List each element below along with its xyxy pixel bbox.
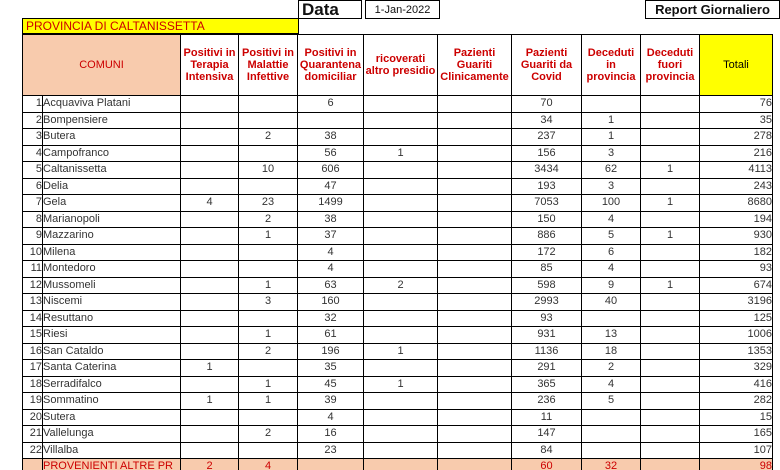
row-number[interactable]: 17 bbox=[23, 360, 43, 377]
cell-deceduti-fuori[interactable] bbox=[641, 244, 700, 261]
cell-deceduti-provincia[interactable]: 6 bbox=[582, 244, 641, 261]
cell-terapia-intensiva[interactable]: 1 bbox=[181, 393, 239, 410]
cell-deceduti-provincia[interactable]: 3 bbox=[582, 178, 641, 195]
comune-name[interactable]: Butera bbox=[43, 129, 181, 146]
cell-deceduti-provincia[interactable] bbox=[582, 409, 641, 426]
cell-terapia-intensiva[interactable]: 2 bbox=[181, 459, 239, 470]
cell-quarantena[interactable]: 56 bbox=[298, 145, 364, 162]
cell-deceduti-fuori[interactable] bbox=[641, 442, 700, 459]
cell-altro-presidio[interactable]: 2 bbox=[364, 277, 438, 294]
cell-quarantena[interactable]: 37 bbox=[298, 228, 364, 245]
summary-row bbox=[23, 459, 773, 470]
cell-deceduti-provincia[interactable]: 32 bbox=[582, 459, 641, 470]
table-row bbox=[23, 327, 773, 344]
cell-malattie-infettive[interactable] bbox=[239, 442, 298, 459]
table-row bbox=[23, 277, 773, 294]
comune-name[interactable]: Vallelunga bbox=[43, 426, 181, 443]
cell-malattie-infettive[interactable] bbox=[239, 409, 298, 426]
comune-name[interactable]: Montedoro bbox=[43, 261, 181, 278]
cell-guariti-clinicamente[interactable] bbox=[438, 459, 512, 470]
cell-malattie-infettive[interactable]: 2 bbox=[239, 426, 298, 443]
cell-deceduti-fuori[interactable] bbox=[641, 360, 700, 377]
table-row bbox=[23, 376, 773, 393]
cell-guariti-covid[interactable]: 85 bbox=[512, 261, 582, 278]
cell-malattie-infettive[interactable]: 1 bbox=[239, 376, 298, 393]
cell-terapia-intensiva[interactable]: 4 bbox=[181, 195, 239, 212]
cell-deceduti-provincia[interactable] bbox=[582, 96, 641, 113]
covid-table bbox=[22, 34, 773, 470]
cell-altro-presidio[interactable] bbox=[364, 228, 438, 245]
cell-deceduti-fuori[interactable] bbox=[641, 211, 700, 228]
col-header-altro-presidio[interactable]: ricoverati altro presidio bbox=[364, 35, 438, 96]
cell-altro-presidio[interactable] bbox=[364, 426, 438, 443]
cell-terapia-intensiva[interactable] bbox=[181, 343, 239, 360]
cell-terapia-intensiva[interactable] bbox=[181, 178, 239, 195]
cell-guariti-clinicamente[interactable] bbox=[438, 393, 512, 410]
cell-quarantena[interactable]: 1499 bbox=[298, 195, 364, 212]
table-row bbox=[23, 426, 773, 443]
cell-altro-presidio[interactable]: 1 bbox=[364, 376, 438, 393]
cell-altro-presidio[interactable] bbox=[364, 310, 438, 327]
cell-malattie-infettive[interactable] bbox=[239, 310, 298, 327]
col-header-terapia-intensiva[interactable]: Positivi in Terapia Intensiva bbox=[181, 35, 239, 96]
cell-guariti-covid[interactable]: 84 bbox=[512, 442, 582, 459]
cell-altro-presidio[interactable] bbox=[364, 211, 438, 228]
cell-totali[interactable]: 98 bbox=[700, 459, 773, 470]
cell-deceduti-provincia[interactable]: 18 bbox=[582, 343, 641, 360]
table-row bbox=[23, 96, 773, 113]
cell-totali[interactable]: 216 bbox=[700, 145, 773, 162]
cell-quarantena[interactable]: 35 bbox=[298, 360, 364, 377]
comune-name[interactable]: Bompensiere bbox=[43, 112, 181, 129]
row-number[interactable]: 1 bbox=[23, 96, 43, 113]
cell-deceduti-provincia[interactable] bbox=[582, 442, 641, 459]
cell-deceduti-fuori[interactable] bbox=[641, 294, 700, 311]
cell-deceduti-fuori[interactable]: 1 bbox=[641, 162, 700, 179]
cell-altro-presidio[interactable] bbox=[364, 244, 438, 261]
cell-quarantena[interactable]: 4 bbox=[298, 409, 364, 426]
cell-guariti-covid[interactable]: 70 bbox=[512, 96, 582, 113]
cell-quarantena[interactable]: 4 bbox=[298, 261, 364, 278]
cell-guariti-covid[interactable]: 60 bbox=[512, 459, 582, 470]
cell-malattie-infettive[interactable] bbox=[239, 244, 298, 261]
cell-totali[interactable]: 4113 bbox=[700, 162, 773, 179]
cell-malattie-infettive[interactable]: 2 bbox=[239, 343, 298, 360]
table-row bbox=[23, 360, 773, 377]
table-row bbox=[23, 228, 773, 245]
cell-terapia-intensiva[interactable] bbox=[181, 162, 239, 179]
cell-quarantena[interactable] bbox=[298, 459, 364, 470]
table-row bbox=[23, 310, 773, 327]
cell-guariti-covid[interactable]: 291 bbox=[512, 360, 582, 377]
cell-guariti-covid[interactable]: 2993 bbox=[512, 294, 582, 311]
cell-altro-presidio[interactable] bbox=[364, 294, 438, 311]
cell-quarantena[interactable]: 4 bbox=[298, 244, 364, 261]
col-header-deceduti-provincia[interactable]: Deceduti in provincia bbox=[582, 35, 641, 96]
cell-totali[interactable]: 76 bbox=[700, 96, 773, 113]
cell-quarantena[interactable] bbox=[298, 112, 364, 129]
cell-guariti-covid[interactable]: 237 bbox=[512, 129, 582, 146]
cell-guariti-clinicamente[interactable] bbox=[438, 277, 512, 294]
cell-deceduti-fuori[interactable] bbox=[641, 129, 700, 146]
cell-guariti-clinicamente[interactable] bbox=[438, 261, 512, 278]
cell-guariti-covid[interactable]: 236 bbox=[512, 393, 582, 410]
province-title: PROVINCIA DI CALTANISSETTA bbox=[22, 18, 299, 34]
cell-deceduti-fuori[interactable]: 1 bbox=[641, 277, 700, 294]
cell-guariti-covid[interactable]: 147 bbox=[512, 426, 582, 443]
cell-totali[interactable]: 107 bbox=[700, 442, 773, 459]
table-row bbox=[23, 442, 773, 459]
cell-deceduti-fuori[interactable] bbox=[641, 343, 700, 360]
row-number[interactable]: 3 bbox=[23, 129, 43, 146]
cell-deceduti-fuori[interactable] bbox=[641, 426, 700, 443]
cell-quarantena[interactable]: 39 bbox=[298, 393, 364, 410]
cell-guariti-clinicamente[interactable] bbox=[438, 211, 512, 228]
cell-terapia-intensiva[interactable] bbox=[181, 442, 239, 459]
date-value[interactable]: 1-Jan-2022 bbox=[365, 0, 440, 19]
cell-totali[interactable]: 1006 bbox=[700, 327, 773, 344]
row-number[interactable]: 8 bbox=[23, 211, 43, 228]
report-title: Report Giornaliero bbox=[645, 0, 780, 19]
cell-guariti-clinicamente[interactable] bbox=[438, 112, 512, 129]
comune-name[interactable]: Mazzarino bbox=[43, 228, 181, 245]
cell-deceduti-fuori[interactable] bbox=[641, 261, 700, 278]
row-number[interactable]: 20 bbox=[23, 409, 43, 426]
cell-quarantena[interactable]: 6 bbox=[298, 96, 364, 113]
table-row bbox=[23, 343, 773, 360]
cell-malattie-infettive[interactable]: 23 bbox=[239, 195, 298, 212]
cell-guariti-clinicamente[interactable] bbox=[438, 310, 512, 327]
cell-guariti-clinicamente[interactable] bbox=[438, 360, 512, 377]
comune-name[interactable]: Niscemi bbox=[43, 294, 181, 311]
cell-guariti-clinicamente[interactable] bbox=[438, 129, 512, 146]
cell-guariti-clinicamente[interactable] bbox=[438, 162, 512, 179]
cell-malattie-infettive[interactable] bbox=[239, 178, 298, 195]
cell-terapia-intensiva[interactable] bbox=[181, 294, 239, 311]
cell-malattie-infettive[interactable]: 1 bbox=[239, 228, 298, 245]
cell-terapia-intensiva[interactable] bbox=[181, 96, 239, 113]
cell-guariti-covid[interactable]: 365 bbox=[512, 376, 582, 393]
cell-deceduti-provincia[interactable]: 9 bbox=[582, 277, 641, 294]
cell-quarantena[interactable]: 16 bbox=[298, 426, 364, 443]
cell-totali[interactable]: 243 bbox=[700, 178, 773, 195]
row-number[interactable]: 16 bbox=[23, 343, 43, 360]
cell-guariti-clinicamente[interactable] bbox=[438, 409, 512, 426]
cell-guariti-clinicamente[interactable] bbox=[438, 327, 512, 344]
cell-deceduti-provincia[interactable]: 100 bbox=[582, 195, 641, 212]
row-number[interactable]: 21 bbox=[23, 426, 43, 443]
cell-deceduti-fuori[interactable]: 1 bbox=[641, 195, 700, 212]
cell-terapia-intensiva[interactable] bbox=[181, 409, 239, 426]
cell-guariti-clinicamente[interactable] bbox=[438, 228, 512, 245]
cell-deceduti-provincia[interactable]: 62 bbox=[582, 162, 641, 179]
cell-totali[interactable]: 15 bbox=[700, 409, 773, 426]
cell-deceduti-provincia[interactable]: 13 bbox=[582, 327, 641, 344]
cell-terapia-intensiva[interactable]: 1 bbox=[181, 360, 239, 377]
cell-terapia-intensiva[interactable] bbox=[181, 211, 239, 228]
col-header-malattie-infettive[interactable]: Positivi in Malattie Infettive bbox=[239, 35, 298, 96]
cell-terapia-intensiva[interactable] bbox=[181, 129, 239, 146]
cell-deceduti-fuori[interactable] bbox=[641, 459, 700, 470]
cell-terapia-intensiva[interactable] bbox=[181, 426, 239, 443]
cell-guariti-clinicamente[interactable] bbox=[438, 178, 512, 195]
cell-altro-presidio[interactable]: 1 bbox=[364, 145, 438, 162]
table-row bbox=[23, 195, 773, 212]
cell-deceduti-provincia[interactable]: 2 bbox=[582, 360, 641, 377]
cell-deceduti-fuori[interactable] bbox=[641, 327, 700, 344]
cell-guariti-clinicamente[interactable] bbox=[438, 195, 512, 212]
cell-terapia-intensiva[interactable] bbox=[181, 261, 239, 278]
cell-quarantena[interactable]: 196 bbox=[298, 343, 364, 360]
cell-deceduti-fuori[interactable] bbox=[641, 393, 700, 410]
table-row bbox=[23, 409, 773, 426]
cell-altro-presidio[interactable] bbox=[364, 129, 438, 146]
cell-terapia-intensiva[interactable] bbox=[181, 277, 239, 294]
cell-malattie-infettive[interactable]: 1 bbox=[239, 393, 298, 410]
table-row bbox=[23, 244, 773, 261]
row-number[interactable]: 10 bbox=[23, 244, 43, 261]
comune-name[interactable]: Marianopoli bbox=[43, 211, 181, 228]
row-number[interactable]: 15 bbox=[23, 327, 43, 344]
cell-malattie-infettive[interactable]: 10 bbox=[239, 162, 298, 179]
comune-name[interactable]: Riesi bbox=[43, 327, 181, 344]
cell-totali[interactable]: 278 bbox=[700, 129, 773, 146]
cell-quarantena[interactable]: 63 bbox=[298, 277, 364, 294]
cell-altro-presidio[interactable]: 1 bbox=[364, 343, 438, 360]
comune-name[interactable]: Sommatino bbox=[43, 393, 181, 410]
row-number[interactable]: 13 bbox=[23, 294, 43, 311]
cell-deceduti-fuori[interactable]: 1 bbox=[641, 228, 700, 245]
comune-name[interactable]: Mussomeli bbox=[43, 277, 181, 294]
cell-altro-presidio[interactable] bbox=[364, 409, 438, 426]
cell-altro-presidio[interactable] bbox=[364, 327, 438, 344]
table-row bbox=[23, 178, 773, 195]
cell-guariti-covid[interactable]: 34 bbox=[512, 112, 582, 129]
comune-name[interactable]: Delia bbox=[43, 178, 181, 195]
cell-altro-presidio[interactable] bbox=[364, 393, 438, 410]
cell-malattie-infettive[interactable]: 2 bbox=[239, 211, 298, 228]
cell-guariti-covid[interactable]: 150 bbox=[512, 211, 582, 228]
cell-malattie-infettive[interactable] bbox=[239, 96, 298, 113]
cell-malattie-infettive[interactable] bbox=[239, 360, 298, 377]
cell-deceduti-provincia[interactable]: 3 bbox=[582, 145, 641, 162]
cell-quarantena[interactable]: 45 bbox=[298, 376, 364, 393]
cell-terapia-intensiva[interactable] bbox=[181, 244, 239, 261]
cell-guariti-clinicamente[interactable] bbox=[438, 244, 512, 261]
col-header-comuni[interactable]: COMUNI bbox=[23, 35, 181, 96]
cell-guariti-clinicamente[interactable] bbox=[438, 376, 512, 393]
data-label: Data bbox=[298, 0, 362, 19]
cell-totali[interactable]: 329 bbox=[700, 360, 773, 377]
row-number[interactable]: 7 bbox=[23, 195, 43, 212]
cell-totali[interactable]: 8680 bbox=[700, 195, 773, 212]
cell-malattie-infettive[interactable]: 1 bbox=[239, 327, 298, 344]
comune-name[interactable]: Milena bbox=[43, 244, 181, 261]
cell-deceduti-provincia[interactable] bbox=[582, 310, 641, 327]
cell-guariti-covid[interactable]: 11 bbox=[512, 409, 582, 426]
cell-quarantena[interactable]: 160 bbox=[298, 294, 364, 311]
cell-guariti-covid[interactable]: 172 bbox=[512, 244, 582, 261]
table-row bbox=[23, 145, 773, 162]
cell-guariti-covid[interactable]: 598 bbox=[512, 277, 582, 294]
cell-totali[interactable]: 416 bbox=[700, 376, 773, 393]
row-number[interactable]: 5 bbox=[23, 162, 43, 179]
cell-terapia-intensiva[interactable] bbox=[181, 112, 239, 129]
cell-deceduti-provincia[interactable]: 4 bbox=[582, 376, 641, 393]
cell-malattie-infettive[interactable]: 3 bbox=[239, 294, 298, 311]
cell-totali[interactable]: 674 bbox=[700, 277, 773, 294]
cell-guariti-covid[interactable]: 3434 bbox=[512, 162, 582, 179]
cell-deceduti-provincia[interactable]: 1 bbox=[582, 112, 641, 129]
cell-guariti-clinicamente[interactable] bbox=[438, 426, 512, 443]
cell-guariti-clinicamente[interactable] bbox=[438, 294, 512, 311]
cell-guariti-covid[interactable]: 7053 bbox=[512, 195, 582, 212]
row-number[interactable]: 18 bbox=[23, 376, 43, 393]
cell-deceduti-provincia[interactable]: 4 bbox=[582, 211, 641, 228]
cell-totali[interactable]: 194 bbox=[700, 211, 773, 228]
cell-guariti-covid[interactable]: 1136 bbox=[512, 343, 582, 360]
cell-deceduti-fuori[interactable] bbox=[641, 112, 700, 129]
col-header-deceduti-fuori[interactable]: Deceduti fuori provincia bbox=[641, 35, 700, 96]
cell-deceduti-provincia[interactable] bbox=[582, 426, 641, 443]
table-body bbox=[23, 96, 773, 470]
cell-quarantena[interactable]: 47 bbox=[298, 178, 364, 195]
table-row bbox=[23, 261, 773, 278]
comune-name[interactable]: Gela bbox=[43, 195, 181, 212]
table-row bbox=[23, 112, 773, 129]
cell-deceduti-fuori[interactable] bbox=[641, 96, 700, 113]
cell-terapia-intensiva[interactable] bbox=[181, 327, 239, 344]
cell-malattie-infettive[interactable] bbox=[239, 145, 298, 162]
cell-guariti-covid[interactable]: 931 bbox=[512, 327, 582, 344]
comune-name[interactable]: Villalba bbox=[43, 442, 181, 459]
cell-malattie-infettive[interactable]: 2 bbox=[239, 129, 298, 146]
comune-name[interactable]: Serradifalco bbox=[43, 376, 181, 393]
cell-guariti-clinicamente[interactable] bbox=[438, 343, 512, 360]
cell-altro-presidio[interactable] bbox=[364, 162, 438, 179]
cell-deceduti-provincia[interactable]: 1 bbox=[582, 129, 641, 146]
comune-name[interactable]: Acquaviva Platani bbox=[43, 96, 181, 113]
cell-altro-presidio[interactable] bbox=[364, 261, 438, 278]
cell-deceduti-fuori[interactable] bbox=[641, 178, 700, 195]
cell-guariti-covid[interactable]: 156 bbox=[512, 145, 582, 162]
cell-deceduti-provincia[interactable]: 5 bbox=[582, 228, 641, 245]
col-header-quarantena[interactable]: Positivi in Quarantena domiciliar bbox=[298, 35, 364, 96]
cell-deceduti-fuori[interactable] bbox=[641, 145, 700, 162]
cell-deceduti-provincia[interactable]: 40 bbox=[582, 294, 641, 311]
row-number[interactable]: 6 bbox=[23, 178, 43, 195]
cell-guariti-clinicamente[interactable] bbox=[438, 96, 512, 113]
cell-terapia-intensiva[interactable] bbox=[181, 228, 239, 245]
cell-altro-presidio[interactable] bbox=[364, 178, 438, 195]
cell-totali[interactable]: 1353 bbox=[700, 343, 773, 360]
cell-guariti-covid[interactable]: 93 bbox=[512, 310, 582, 327]
cell-altro-presidio[interactable] bbox=[364, 195, 438, 212]
header-row bbox=[23, 35, 773, 96]
row-number[interactable]: 12 bbox=[23, 277, 43, 294]
cell-deceduti-provincia[interactable]: 5 bbox=[582, 393, 641, 410]
table-row bbox=[23, 162, 773, 179]
cell-quarantena[interactable]: 32 bbox=[298, 310, 364, 327]
cell-deceduti-fuori[interactable] bbox=[641, 310, 700, 327]
cell-totali[interactable]: 93 bbox=[700, 261, 773, 278]
cell-terapia-intensiva[interactable] bbox=[181, 145, 239, 162]
cell-deceduti-fuori[interactable] bbox=[641, 376, 700, 393]
cell-guariti-clinicamente[interactable] bbox=[438, 442, 512, 459]
col-header-guariti-covid[interactable]: Pazienti Guariti da Covid bbox=[512, 35, 582, 96]
cell-deceduti-fuori[interactable] bbox=[641, 409, 700, 426]
row-number[interactable]: 11 bbox=[23, 261, 43, 278]
comune-name[interactable]: Caltanissetta bbox=[43, 162, 181, 179]
cell-totali[interactable]: 182 bbox=[700, 244, 773, 261]
col-header-guariti-clinicamente[interactable]: Pazienti Guariti Clinicamente bbox=[438, 35, 512, 96]
cell-totali[interactable]: 165 bbox=[700, 426, 773, 443]
cell-malattie-infettive[interactable] bbox=[239, 261, 298, 278]
cell-malattie-infettive[interactable]: 4 bbox=[239, 459, 298, 470]
table-row bbox=[23, 393, 773, 410]
cell-altro-presidio[interactable] bbox=[364, 442, 438, 459]
cell-terapia-intensiva[interactable] bbox=[181, 310, 239, 327]
comune-name[interactable]: Campofranco bbox=[43, 145, 181, 162]
col-header-totali[interactable]: Totali bbox=[700, 35, 773, 96]
table-row bbox=[23, 129, 773, 146]
cell-altro-presidio[interactable] bbox=[364, 112, 438, 129]
cell-totali[interactable]: 930 bbox=[700, 228, 773, 245]
cell-altro-presidio[interactable] bbox=[364, 96, 438, 113]
cell-quarantena[interactable]: 61 bbox=[298, 327, 364, 344]
cell-totali[interactable]: 35 bbox=[700, 112, 773, 129]
row-number[interactable]: 22 bbox=[23, 442, 43, 459]
cell-totali[interactable]: 125 bbox=[700, 310, 773, 327]
row-number[interactable]: 19 bbox=[23, 393, 43, 410]
cell-guariti-clinicamente[interactable] bbox=[438, 145, 512, 162]
cell-quarantena[interactable]: 38 bbox=[298, 211, 364, 228]
table-row bbox=[23, 211, 773, 228]
cell-quarantena[interactable]: 23 bbox=[298, 442, 364, 459]
row-number[interactable]: 4 bbox=[23, 145, 43, 162]
table-row bbox=[23, 294, 773, 311]
comune-name[interactable]: Resuttano bbox=[43, 310, 181, 327]
row-number[interactable] bbox=[23, 459, 43, 470]
cell-totali[interactable]: 282 bbox=[700, 393, 773, 410]
cell-totali[interactable]: 3196 bbox=[700, 294, 773, 311]
row-number[interactable]: 9 bbox=[23, 228, 43, 245]
comune-name[interactable]: San Cataldo bbox=[43, 343, 181, 360]
cell-deceduti-provincia[interactable]: 4 bbox=[582, 261, 641, 278]
cell-altro-presidio[interactable] bbox=[364, 360, 438, 377]
cell-malattie-infettive[interactable]: 1 bbox=[239, 277, 298, 294]
comune-name[interactable]: PROVENIENTI ALTRE PR bbox=[43, 459, 181, 470]
row-number[interactable]: 14 bbox=[23, 310, 43, 327]
cell-quarantena[interactable]: 606 bbox=[298, 162, 364, 179]
cell-terapia-intensiva[interactable] bbox=[181, 376, 239, 393]
cell-guariti-covid[interactable]: 193 bbox=[512, 178, 582, 195]
comune-name[interactable]: Sutera bbox=[43, 409, 181, 426]
comune-name[interactable]: Santa Caterina bbox=[43, 360, 181, 377]
cell-quarantena[interactable]: 38 bbox=[298, 129, 364, 146]
cell-guariti-covid[interactable]: 886 bbox=[512, 228, 582, 245]
cell-altro-presidio[interactable] bbox=[364, 459, 438, 470]
row-number[interactable]: 2 bbox=[23, 112, 43, 129]
cell-malattie-infettive[interactable] bbox=[239, 112, 298, 129]
